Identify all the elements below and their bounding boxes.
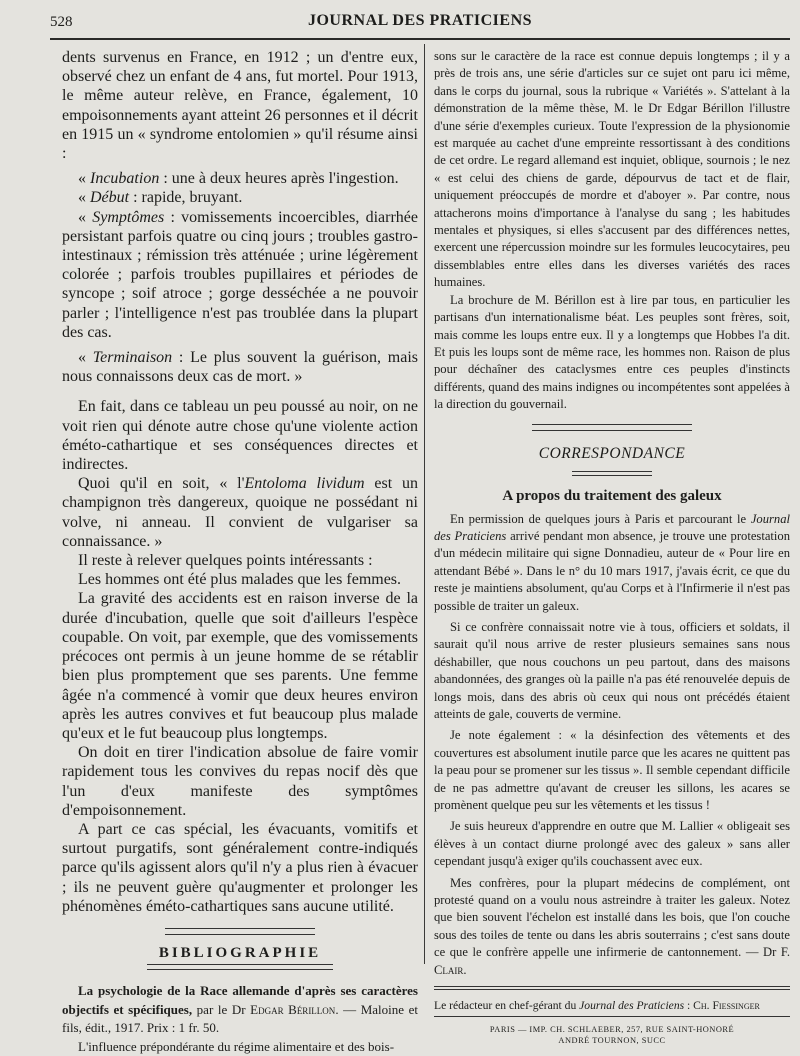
review-continuation: sons sur le caractère de la race est connue depuis longtemps ; il y a près de trois ans, une série d'articles sur ce sujet ont paru ici même, dans le corps du journal, sous la rubrique « Variétés ». S'attelant à la démonstration de la même thèse, M. le Dr Edgar Bérillon l'illustre d'une série d'exemples curieux. Toute l'expression de la physionomie est marquée au cachet d'une empreinte ressortissant à des conditions de cet ordre. Le regard allemand est inquiet, oblique, sournois ; le nez « est celui des chiens de garde, dépourvus de tact et de flair, uniquement préoccupés de mordre et d'aboyer ». Par contre, nous attacherons moins d'importance à l'analyse du sang ; les habitudes mentales et physiques, si elles s'accusent par des différences nettes, exercent une répercussion moindre sur les formules leucocytaires, peu dissemblables entre elles dans les diverses variétés des races humaines. (434, 49, 790, 290)
debut-label: Début (90, 189, 130, 207)
credit-editor-name: Ch. Fiessinger (693, 999, 760, 1013)
quote-debut: « Début : rapide, bruyant. (78, 189, 243, 207)
bibliography-underline (147, 964, 333, 970)
bibliography-entry (62, 982, 418, 1038)
column-divider (424, 44, 425, 964)
paragraph-reste: Il reste à relever quelques points intéressants : (78, 552, 373, 570)
printer-line-1: PARIS — IMP. CH. SCHLAEBER, 257, RUE SAINT-HONORÉ (489, 1025, 735, 1035)
paragraph-intro: dents survenus en France, en 1912 ; un d'entre eux, observé chez un enfant de 4 ans, fut mortel. Pour 1913, le même auteur relève, en France, également, 10 empoisonnements ayant atteint 26 personnes et il décrit en 1915 un « syndrome entolomien » qu'il résume ainsi : (62, 49, 418, 163)
journal-title: JOURNAL DES PRATICIENS (307, 12, 533, 29)
book-by: par le Dr (192, 1001, 251, 1017)
printer-info (434, 1024, 790, 1046)
letter-paragraph-4: Je suis heureux d'apprendre en outre que M. Lallier « obligeait ses élèves à un contact diurne prolongé avec des galeux » sans aller cependant jusqu'à exiger qu'ils couchassent avec eux. (434, 819, 790, 869)
symptomes-text: : vomissements incoercibles, diarrhée persistant parfois quatre ou cinq jours ; troubles gastro-intestinaux ; rémission très atténuée ; urine légèrement colorée ; parfois troubles pupillaires et périodes de syncope ; soif atroce ; gorge desséchée a ne pouvoir parler ; l'intelligence n'est pas troublée dans la plupart des cas. (62, 208, 419, 341)
credit-rule-2 (434, 989, 790, 990)
book-author: Edgar Bérillon (250, 1001, 336, 1017)
paragraph-quoi (62, 474, 418, 551)
page-header (50, 12, 790, 36)
right-column (434, 48, 790, 1046)
credit-rule (434, 986, 790, 987)
paragraph-hommes: Les hommes ont été plus malades que les femmes. (78, 571, 402, 589)
letter-p5-a: Mes confrères, pour la plupart médecins de complément, ont protesté quand on a voulu nous astreindre à traiter les galeux. Notez que bien souvent l'échelon est installé dans les bois, que l'on couche sous des toiles de tente ou dans les abris souterrains ; c'est sans doute ce que le confrère appelle une infirmerie de cantonnement. — Dr (434, 875, 790, 960)
letter-p1-a: En permission de quelques jours à Paris et parcourant le (450, 511, 751, 526)
quote-terminaison: « Terminaison : Le plus souvent la guérison, mais nous connaissons deux cas de mort. » (62, 349, 419, 386)
letter-paragraph-5 (434, 875, 790, 979)
incubation-text: : une à deux heures après l'ingestion. (159, 170, 399, 188)
quote-incubation: « Incubation : une à deux heures après l'ingestion. (78, 170, 399, 188)
letter-paragraph-1 (434, 511, 790, 615)
species-name: Entoloma lividum (244, 475, 365, 493)
letter-paragraph-3: Je note également : « la désinfection des vêtements et des couvertures est absolument inutile parce que les acares ne quittent pas la peau pour se promener sur les tissus ». Il semble cependant difficile de ne pas admettre qu'avant de creuser les sillons, les acares se promènent quelque peu sur les vêtements et les tissus ! (434, 728, 790, 813)
paragraph-en-fait: En fait, dans ce tableau un peu poussé au noir, on ne voit rien qui dénote autre chose qu'une violente action éméto-cathartique et ses conséquences directes et indirectes. (62, 398, 418, 474)
letter-p1-b: arrivé pendant mon absence, je trouve une protestation d'un médecin militaire qui signe Donnadieu, auteur de « Pour lire en attendant Bébé ». Dans le n° du 10 mars 1917, j'avais écrit, ce que du reste je maintiens absolument, qu'au Corps et à l'Infirmerie il n'est pas possible de traiter un galeux. (434, 528, 790, 613)
credit-rule-wrap (434, 979, 790, 991)
left-column (62, 48, 418, 1056)
bibliography-heading: BIBLIOGRAPHIE (158, 944, 322, 961)
letter-paragraph-2: Si ce confrère connaissait notre vie à tous, officiers et soldats, il saurait qu'il nous arrive de rester plusieurs semaines sans nous déshabiller, que nous couchons un peu partout, dans des maisons abandonnées, des granges où la paille n'a pas été renouvelée depuis de longs mois, dans des abris où ceux qui nous ont précédés étaient atteints de gale, couverts de vermine. (434, 619, 790, 721)
credit-text-a: Le rédacteur en chef-gérant du (434, 999, 580, 1013)
letter-p5-end: . (463, 962, 467, 977)
section-heading: CORRESPONDANCE (538, 444, 686, 462)
journal-name-ref: Journal des Praticiens (434, 511, 790, 543)
quote-symptomes: « Symptômes : vomissements incoercibles, diarrhée persistant parfois quatre ou cinq jours ; troubles gastro-intestinaux ; rémission très atténuée ; urine légèrement colorée ; parfois troubles pupillaires et périodes de syncope ; soif atroce ; gorge desséchée a ne pouvoir parler ; l'intelligence n'est pas troublée dans la plupart des cas. (62, 208, 419, 341)
paragraph-gravite: La gravité des accidents est en raison inverse de la durée d'incubation, quelle que soit d'ailleurs l'espèce coupable. On voit, par exemple, que des vomissements précoces ont permis à un jeune homme de se rétablir bien plus promptement que ses parents. Une femme âgée n'a commencé à vomir que deux heures environ après les autres convives et fut beaucoup plus malade qu'eux et le fut beaucoup plus longtemps. (62, 590, 418, 742)
review-conclusion: La brochure de M. Bérillon est à lire par tous, en particulier les partisans d'un internationalisme béat. Les peuples sont frères, soit, mais comme les loups entre eux. Il y a longtemps que Hobbes l'a dit. Et puis les loups sont de même race, les hommes non. Raison de plus pour déchaîner des cataclysmes entre ces peuples d'instincts différents, quand des mains indignes ou incompétentes sont appelées à la direction du gouvernail. (434, 292, 790, 412)
quoi-text-a: Quoi qu'il en soit, « l' (78, 475, 245, 493)
printer-rule (434, 1016, 790, 1017)
bibliography-review-start: L'influence prépondérante du régime alimentaire et des bois- (78, 1038, 395, 1054)
terminaison-label: Terminaison (92, 349, 173, 367)
printer-line-2: ANDRÉ TOURNON, SUCC (558, 1036, 666, 1046)
letter-signature: F. Clair (434, 945, 790, 977)
paragraph-doit: On doit en tirer l'indication absolue de faire vomir rapidement tous les convives du repas nocif dès que l'un d'eux manifeste des symptômes d'empoisonnement. (62, 744, 418, 819)
printer-rule-wrap (434, 1012, 790, 1018)
credit-text-b: : (684, 999, 694, 1013)
paragraph-a-part: A part ce cas spécial, les évacuants, vomitifs et surtout purgatifs, sont généralement contre-indiqués parce qu'ils agissent alors qu'il n'y a plus rien à évacuer ; ils ne peuvent guère qu'augmenter et prolonger les phénomènes éméto-cathartiques sans aucune utilité. (62, 820, 418, 915)
quoi-text-b: est un champignon très dangereux, quoique ne possédant ni volve, ni anneau. Il convient de vulgariser sa connaissance. » (62, 475, 418, 550)
header-rule (50, 38, 790, 40)
incubation-label: Incubation (90, 170, 160, 188)
page-number: 528 (50, 14, 73, 30)
section-ornament (165, 928, 315, 935)
terminaison-text: : Le plus souvent la guérison, mais nous connaissons deux cas de mort. » (62, 349, 419, 386)
credit-journal: Journal des Praticiens (579, 999, 685, 1013)
section-underline (572, 471, 652, 476)
section-ornament-right (532, 424, 692, 431)
book-title: La psychologie de la Race allemande d'après ses caractères objectifs et spécifiques, (62, 982, 418, 1017)
debut-text: : rapide, bruyant. (129, 189, 243, 207)
book-publisher: . — Maloine et fils, édit., 1917. Prix : 1 fr. 50. (62, 1001, 418, 1036)
article-title: A propos du traitement des galeux (502, 487, 722, 504)
editor-credit (434, 999, 790, 1012)
symptomes-label: Symptômes (92, 208, 165, 226)
